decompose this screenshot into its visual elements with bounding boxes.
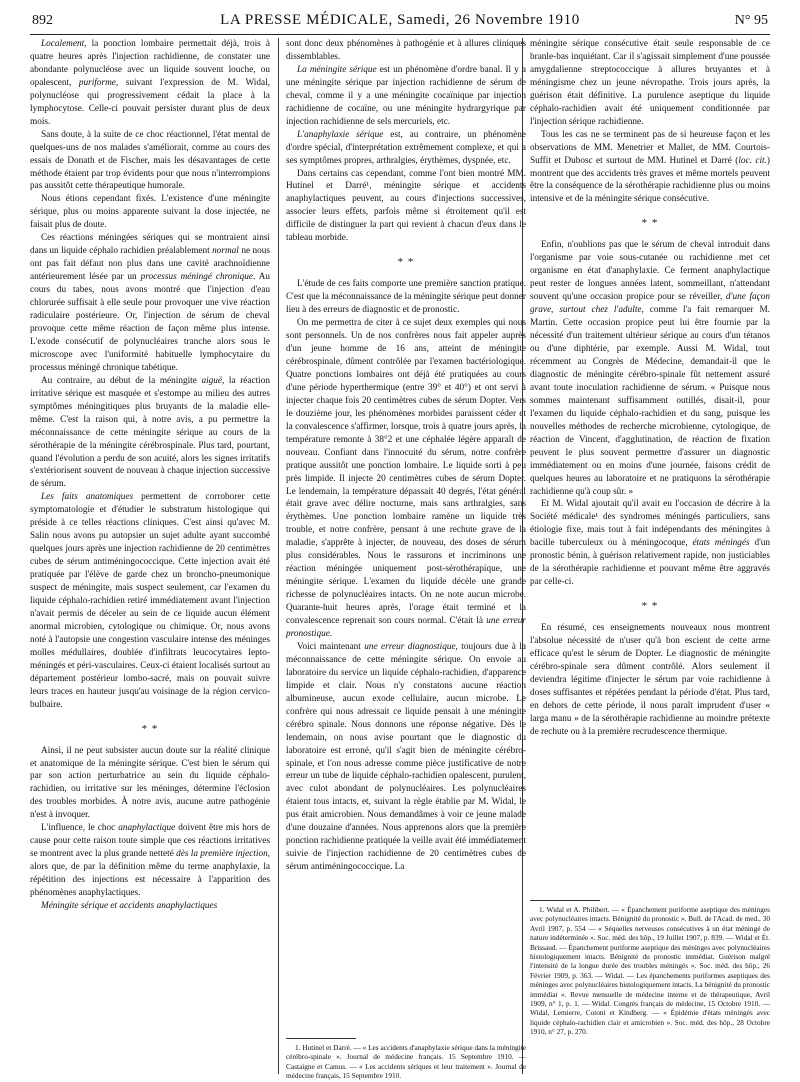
section-separator: * * — [397, 256, 415, 269]
text: . Au cours du tabes, nous avons montré que l'injection d'eau chlorurée suffisait à elle seule pour provoquer une vive réaction radiculaire postérieure. Or, l'injection de sérum de cheval provoque cette même réaction de façon même plus intense. L'exode consécutif de polynucléaires tranche alors sous le microscope avec l'uniformité habituelle lymphocytaire du processus méningé chronique tabétique. — [30, 272, 270, 373]
issue-number: N° 95 — [734, 13, 768, 28]
paragraph: L'étude de ces faits comporte une première sanction pratique. C'est que la méconnaissance de la méningite sérique peut donner lieu à des erreurs de diagnostic et de pronostic. — [286, 279, 526, 316]
italic-text: puriforme — [78, 77, 116, 88]
section-separator: * * — [641, 217, 659, 230]
column-divider-1 — [278, 38, 279, 1074]
italic-text: loc. cit. — [738, 155, 767, 166]
text: Ces réactions méningées sériques qui se montraient ainsi dans un liquide céphalo rachidien préalablement — [30, 233, 270, 257]
italic-text: une erreur diagnostique — [364, 641, 456, 652]
text: . — [329, 628, 333, 639]
paragraph — [30, 375, 270, 492]
italic-text: processus méningé chronique — [140, 272, 253, 283]
column-2 — [286, 38, 526, 1038]
text: On me permettra de citer à ce sujet deux exemples qui nous sont personnels. Un de nos confrères nous fait appeler auprès d'un jeune homme de 16 ans, atteint de méningite cérébrospinale, dûment contrôlée par l'examen bactériologique. Quatre ponctions lombaires ont déjà été pratiquées au cours d'une période hyperthermique (entre 39° et 40°) et ont servi à injecter chaque fois 20 centimètres cubes de sérum Dopter. Vers le douzième jour, les phénomènes morbides paraissent céder et la convalescence s'affirmer, lorsque, trois à quatre jours après, la température remonte à 38°2 et une céphalée légère apparaît de nouveau. Confiant dans l'innocuité du sérum, notre confrère pratique aussitôt une ponction lombaire. Le liquide sorti à peu près limpide. Il injecte 20 centimètres cubes de sérum Dopter. Le lendemain, la température dépassait 40 degrés, l'état général était grave avec délire nocturne, mais sans arthralgies, sans érythèmes. Une ponction lombaire ramène un liquide très trouble, et notre confrère, pensant à une rechute grave de la maladie, s'apprête à injecter, de nouveau, des doses de sérum plus considérables. Nous le rassurons et incriminons une réaction méningée uniquement post-sérothérapique, une méningite sérique. L'examen du liquide décèle une grande richesse de polynucléaires intacts. On ne note aucun microbe. Quarante-huit heures après, l'orage était terminé et la convalescence reprenait son cours normal. C'était là — [286, 318, 526, 627]
text: , toujours due à la méconnaissance de cette méningite sérique. On envoie au laboratoire du service un liquide céphalo-rachidien, d'apparence limpide et clair. Nous n'y constatons aucune réaction albumineuse, aucun exode cellulaire, aucun microbe. Le confrère qui nous adressait ce liquide pensait à une méningite cérébro spinale. Nous donnons une réponse négative. Dès le lendemain, on nous avise pourtant que le diagnostic du laboratoire est erroné, qu'il s'agit bien de méningite cérébro-spinale, et l'on nous adresse comme pièce justificative de notre erreur un tube de liquide céphalo-rachidien opalescent, purulent, avec culot abondant de polynucléaires. Les polynucléaires étaient tous intacts, et, suivant la règle établie par M. Widal, le pus était amicrobien. Nous demandâmes à voir ce jeune malade d'une douzaine d'années. Nous apprenons alors que la première ponction rachidienne pratiquée la veille avait été immédiatement suivie de l'injection rachidienne de 20 centimètres cubes de sérum antiméningococcique. La — [286, 641, 526, 873]
text: L'influence, le choc — [41, 823, 119, 834]
paragraph: Méningite sérique et accidents anaphylactiques — [41, 901, 218, 911]
paragraph — [286, 64, 526, 129]
text: Et M. Widal ajoutait qu'il avait eu l'occasion de décrire à la Société médicale¹ des syndromes méningés particuliers, sans étiologie fixe, mais tout à fait indépendants des méningites à bacille tuberculeux ou à méningocoque, — [530, 499, 770, 549]
text: , la ponction lombaire permettait déjà, trois à quatre heures après l'injection rachidienne, de constater une abondante polynucléose avec un liquide souvent louche, ou opalescent, — [30, 39, 270, 88]
footnote-column-3 — [530, 900, 770, 1037]
footnote: 1. Hutinel et Darré. — « Les accidents d'anaphylaxie sérique dans la méningite cérébro-spinale ». Journal de médecine français. 15 Septembre 1910. — Castaigne et Camus. — « Les accidents sériques et leur traitement ». Journal de médecine français, 15 Septembre 1910. — [286, 1043, 526, 1081]
paragraph: Nous étions cependant fixés. L'existence d'une méningite sérique, plus ou moins apparente suivant la dose injectée, ne faisait plus de doute. — [30, 194, 270, 231]
text: est un phénomène d'ordre banal. Il y a une méningite sérique par injection rachidienne de sérum de cheval, comme il y a une méningite cocaïnique par injection rachidienne de cocaïne, ou une méningite hydrargyrique par injection rachidienne de sels mercuriels, etc. — [286, 64, 526, 127]
journal-title: LA PRESSE MÉDICALE, Samedi, 26 Novembre 1910 — [220, 12, 580, 28]
italic-text: une erreur pronostique — [286, 616, 527, 639]
paragraph: Dans certains cas cependant, comme l'ont bien montré MM. Hutinel et Darré¹, méningite sérique et accidents anaphylactiques peuvent, au cours d'injections successives, associer leurs effets, parfois même si étroitement qu'il est difficile de distinguer la part qui revient à chacun d'eux dans le tableau morbide. — [286, 168, 526, 244]
text: doivent être mis hors de cause pour cette raison toute simple que ces réactions irritatives se montrent avec la plus grande netteté — [30, 823, 270, 860]
text: est, au contraire, un phénomène d'ordre spécial, d'interprétation extrêmement complexe, et qui a ses symptômes propres, arthralgies, érythèmes, dyspnée, etc. — [286, 129, 526, 166]
page-number: 892 — [32, 13, 53, 28]
paragraph — [30, 822, 270, 900]
text: , suivant l'expression de M. Widal, polynucléose qui progressivement cédait la place à la lymphocytose. Celle-ci pouvait persister durant plus de deux mois. — [30, 77, 270, 127]
paragraph: sont donc deux phénomènes à pathogénie et à allures cliniques dissemblables. — [286, 39, 526, 62]
paragraph — [530, 129, 770, 207]
text: d'un pronostic bénin, à guérison relativement rapide, non justiciables de la sérothérapie rachidienne et pouvant même être aggravés par celle-ci. — [530, 538, 770, 588]
italic-text: aiguë — [201, 375, 222, 386]
section-separator: * * — [641, 600, 659, 613]
section-separator: * * — [141, 722, 159, 735]
text: , alors que, de par la définition même du terme anaphylaxie, la répétition des injections est nécessaire à l'apparition des phénomènes anaphylactiques. — [30, 849, 271, 899]
italic-text: normal — [212, 246, 239, 257]
footnote: 1. Widal et A. Philibert. — « Épanchement puriforme aseptique des méninges avec polynucléaires intacts. Bénignité du pronostic ». Bull. de l'Acad. de med., 30 Avril 1907, p. 554 — « Séquelles nerveuses consécutives à un état méningé de nature indéterminée ». Soc. méd. des hôp., 19 Juillet 1907, p. 839. — Widal et Ét. Brissaud. — Épanchement puriforme aseptique des méninges avec polynucléaires histologiquement intacts. Bénignité du pronostic immédiat. Guérison malgré l'intensité de la longue durée des troubles méningés ». Soc. méd. des hôp., 26 Février 1909, p. 363. — Widal. — Les épanchements puriformes aseptiques des méninges avec polynucléaires histologiquement intacts. La bénignité du pronostic immédiat ». Revue mensuelle de médecine interne et de thérapeutique, Avril 1909, n° 1, p. 1. — Widal. Congrès français de médecine, 15 Octobre 1910. — Widal, Lemierre, Cotoni et Kindberg. — « Épidémie d'états méningés avec liquide céphalo-rachidien clair et amicrobien ». Soc. méd. des hôp., 28 Octobre 1910, n° 27, p. 270. — [530, 905, 770, 1037]
italic-lead: Localement — [41, 39, 85, 49]
text: ne nous ont pas fait défaut non plus dans une cavité arachnoïdienne antérieurement lésée par un — [30, 246, 270, 283]
text: Au contraire, au début de la méningite — [41, 375, 202, 386]
italic-text: d'une façon grave, surtout chez l'adulte — [530, 292, 770, 316]
footnote-rule — [530, 900, 600, 901]
paragraph: En résumé, ces enseignements nouveaux nous montrent l'absolue nécessité de n'user qu'à bon escient de cette arme efficace qu'est le sérum de Dopter. Le diagnostic de méningite cérébro-spinale sera dûment contrôlé. Alors seulement il deviendra légitime d'injecter le sérum par voie rachidienne à doses suffisantes et répétées pendant la période d'état. Plus tard, en dehors de cette période, il nous paraît imprudent d'user « larga manu » de la sérothérapie rachidienne au moindre prétexte de rechute ou à la première recrudescence thermique. — [530, 623, 770, 737]
paragraph — [530, 498, 770, 589]
footnote-rule — [286, 1038, 356, 1039]
header-rule — [30, 34, 770, 35]
italic-lead: L'anaphylaxie sérique — [297, 129, 384, 140]
paragraph — [30, 38, 270, 129]
italic-lead: Les faits anatomiques — [41, 492, 134, 503]
italic-text: dès la première injection — [176, 849, 268, 860]
paragraph — [286, 317, 526, 641]
text: Tous les cas ne se terminent pas de si heureuse façon et les observations de MM. Menetrier et Mallet, de MM. Courtois-Suffit et Dubosc et surtout de MM. Hutinel et Darré ( — [530, 129, 770, 166]
italic-lead: La méningite sérique — [297, 64, 377, 75]
text: ) montrent que des accidents très graves et même mortels peuvent être la conséquence de la sérothérapie rachidienne plus ou moins intensive et de la méningite sérique consécutive. — [530, 155, 770, 205]
text: permettent de corroborer cette symptomatologie et d'étudier le substratum histologique qui préside à ce telles réactions cliniques. C'est ainsi qu'avec M. Salin nous avons pu autopsier un sujet adulte ayant succombé quelques jours après une injection rachidienne de 20 centimètres cubes de sérum antiméningococcique. Cette injection avait été pratiquée par l'élève de garde chez un broncho-pneumonique suspect de méningite, mais suspect seulement, car l'examen du liquide céphalo-rachidien retiré immédiatement avant l'injection n'avait permis de déceler au sein de ce liquide aucun élément anormal microbien, cytologique ou chimique. Or, nous avons noté à l'autopsie une congestion vasculaire intense des méninges molles médullaires, doublée d'infiltrats leucocytaires lepto-méningés et péri-vasculaires. Ceux-ci étaient localisés surtout au département postérieur lombo-sacré, mais on pouvait suivre leurs traces en hauteur jusqu'au voisinage de la région cervico-bulbaire. — [30, 492, 271, 710]
italic-text: anaphylactique — [118, 823, 176, 834]
italic-text: états méningés — [692, 538, 750, 549]
text: Enfin, n'oublions pas que le sérum de cheval introduit dans l'organisme par voie sous-cutanée ou rachidienne met cet organisme en état d'anaphylaxie. Ce ferment anaphylactique peut rester de longues années latent, sommeillant, n'attendant souvent qu'une occasion propice pour se réveiller, — [530, 240, 770, 303]
text: , la réaction irritative sérique est masquée et s'estompe au milieu des autres symptômes méningitiques plus bruyants de la maladie elle-même. C'est la raison qui, à notre avis, a pu permettre la méconnaissance de cette méningite sérique au cours de la sérothérapie de la méningite cérébrospinale. Plus tard, pourtant, quand l'évolution a perdu de son acuité, alors les signes irritatifs s'extériorisent souvent de nouveau à chaque injection successive de sérum. — [30, 375, 270, 490]
running-header — [30, 10, 770, 34]
paragraph: Ainsi, il ne peut subsister aucun doute sur la réalité clinique et anatomique de la méningite sérique. C'est bien le sérum qui par son action perturbatrice au sein du liquide céphalo-rachidien, ou irritative sur les méninges, détermine l'éclosion des troubles morbides. À notre avis, aucune autre pathogénie n'est à invoquer. — [30, 745, 270, 821]
text: Voici maintenant — [297, 641, 365, 652]
paragraph — [286, 641, 526, 874]
text: , comme l'a fait remarquer M. Martin. Cette occasion propice peut lui être fournie par la nécessité d'un traitement ultérieur sérique au cours d'un tétanos ou d'une diphtérie, par exemple. Aussi M. Widal, tout récemment au Congrès de Médecine, demandait-il que le diagnostic de méningite cérébro-spinale fût nettement assuré avant toute inoculation rachidienne de sérum. « Puisque nous sommes maintenant suffisamment outillés, disait-il, pour l'examen du liquide céphalo-rachidien et du sang, puisque les nouvelles méthodes de recherche microbienne, cytologique, de réaction de Vincent, d'agglutination, de réaction de fixation peuvent le plus souvent permettre d'assurer un diagnostic immédiatement ou en moins d'une journée, faisons crédit de quelques heures au laboratoire et ne pratiquons la sérothérapie rachidienne qu'à coup sûr. » — [530, 305, 770, 497]
column-1 — [30, 38, 270, 1074]
paragraph — [30, 491, 270, 711]
paragraph — [30, 232, 270, 374]
paragraph: méningite sérique consécutive était seule responsable de ce branle-bas inquiétant. Car il s'agissait simplement d'une poussée amygdalienne streptococcique à allures bruyantes et à méningisme chez un jeune névropathe. Trois jours après, la guérison était définitive. La purulence aseptique du liquide céphalo-rachidien avait été uniquement conditionnée par l'injection sérique rachidienne. — [530, 39, 770, 127]
footnote-column-2 — [286, 1038, 526, 1081]
paragraph: Sans doute, à la suite de ce choc réactionnel, l'état mental de quelques-uns de nos malades s'améliorait, comme au cours des essais de Donath et de Fischer, mais les désavantages de cette méthode étaient par trop évidents pour que nous n'interrompions pas aussitôt cette thérapeutique humorale. — [30, 129, 270, 192]
paragraph — [530, 239, 770, 498]
paragraph — [286, 129, 526, 168]
